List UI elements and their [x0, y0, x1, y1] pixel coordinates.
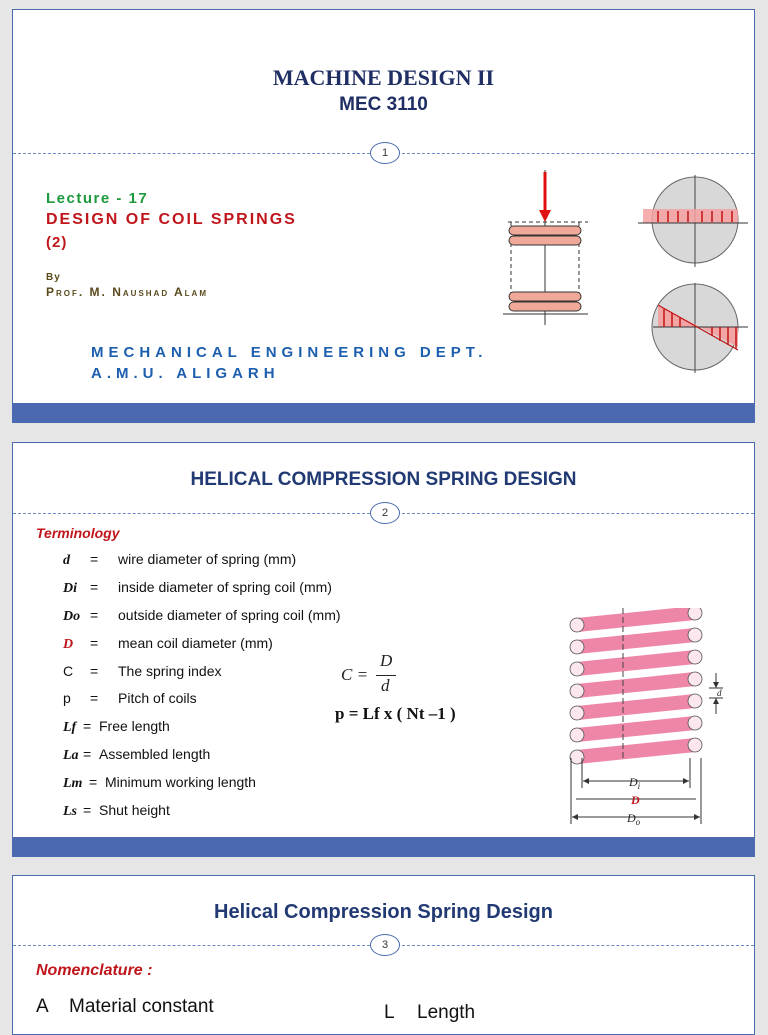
formula-denominator: d [381, 676, 390, 695]
term-symbol: Do [63, 609, 81, 624]
formula-lhs: C = [341, 665, 369, 684]
term-description: Assembled length [99, 746, 211, 762]
coil-turn [577, 723, 695, 735]
coil-wire-section [570, 728, 584, 742]
slide-2 [12, 442, 755, 857]
slide-title: HELICAL COMPRESSION SPRING DESIGN [190, 469, 577, 490]
term-symbol: Lf [63, 720, 77, 735]
coil-wire-section [688, 672, 702, 686]
term-equals: = [90, 579, 99, 595]
term-symbol: d [63, 553, 70, 568]
department: MECHANICAL ENGINEERING DEPT. [91, 344, 488, 361]
coil-spring-illustration [503, 170, 593, 330]
coil-turn [577, 679, 695, 691]
term-symbol: Ls [63, 804, 77, 819]
coil-turn [577, 701, 695, 713]
section-heading: Terminology [36, 525, 120, 541]
coil-wire-section [570, 618, 584, 632]
term-description: wire diameter of spring (mm) [118, 551, 297, 567]
page-number: 3 [370, 934, 400, 956]
term-description: mean coil diameter (mm) [118, 635, 273, 651]
term-row [63, 635, 273, 655]
term-row [63, 579, 332, 599]
nomenclature-symbol: A [36, 996, 49, 1017]
term-description: Shut height [99, 802, 170, 818]
term-row [63, 802, 170, 822]
university: A.M.U. ALIGARH [91, 365, 280, 382]
term-row [63, 690, 197, 710]
term-equals: = [90, 635, 99, 651]
term-symbol: Di [63, 581, 77, 596]
nomenclature-description: Material constant [69, 996, 214, 1017]
term-row [63, 746, 210, 766]
coil-wire-section [688, 628, 702, 642]
coil-wire-section [570, 662, 584, 676]
page-number: 1 [370, 142, 400, 164]
coil-turn [577, 745, 695, 757]
term-symbol: p [63, 690, 71, 706]
term-equals: = [90, 690, 99, 706]
term-equals: = [90, 607, 99, 623]
slide-1 [12, 9, 755, 423]
coil-wire-section [570, 684, 584, 698]
term-symbol: La [63, 748, 79, 763]
term-description: The spring index [118, 663, 222, 679]
term-symbol: C [63, 663, 74, 679]
slide-title: Helical Compression Spring Design [214, 901, 553, 923]
term-row [63, 551, 296, 571]
term-description: Minimum working length [105, 774, 256, 790]
outer-diameter-label: $D_o$ [627, 811, 641, 827]
nomenclature-symbol: L [384, 1002, 395, 1023]
coil-wire-section [688, 694, 702, 708]
coil-wire-section [688, 650, 702, 664]
footer-bar [13, 837, 754, 856]
term-row [63, 607, 341, 627]
nomenclature-description: Length [417, 1002, 476, 1023]
coil-turn [577, 657, 695, 669]
term-description: Pitch of coils [118, 690, 197, 706]
mean-diameter-label: D [631, 793, 640, 807]
pitch-formula: p = Lf x ( Nt –1 ) [335, 704, 456, 723]
term-equals: = [90, 551, 99, 567]
term-description: outside diameter of spring coil (mm) [118, 607, 341, 623]
lecture-part: (2) [46, 234, 68, 251]
page-number: 2 [370, 502, 400, 524]
spring-cross-section-diagram [551, 608, 731, 828]
course-title: MACHINE DESIGN II [272, 65, 495, 90]
coil-wire-section [688, 716, 702, 730]
wire-diameter-label: d [717, 688, 722, 698]
term-row [63, 663, 222, 683]
course-code: MEC 3110 [339, 94, 428, 115]
term-symbol: D [63, 637, 74, 652]
section-heading: Nomenclature : [36, 962, 153, 979]
coil-turn [577, 635, 695, 647]
slide-3 [12, 875, 755, 1035]
author-name: Prof. M. Naushad Alam [46, 285, 208, 299]
stress-distribution-illustration [638, 175, 748, 375]
term-description: inside diameter of spring coil (mm) [118, 579, 332, 595]
lecture-number: Lecture - 17 [46, 190, 149, 207]
term-symbol: Lm [63, 776, 83, 791]
term-equals: = [83, 718, 92, 734]
formula-numerator: D [380, 651, 393, 670]
by-label: By [46, 272, 61, 283]
term-row [63, 718, 170, 738]
term-description: Free length [99, 718, 170, 734]
term-equals: = [90, 663, 99, 679]
coil-turn [577, 613, 695, 625]
term-equals: = [89, 774, 98, 790]
coil-wire-section [688, 608, 702, 620]
inner-diameter-label: $D_i$ [629, 775, 641, 791]
term-equals: = [83, 802, 92, 818]
term-equals: = [83, 746, 92, 762]
coil-wire-section [688, 738, 702, 752]
coil-wire-section [570, 706, 584, 720]
nomenclature-item [384, 1002, 475, 1024]
term-row [63, 774, 256, 794]
nomenclature-item [36, 996, 214, 1018]
coil-wire-section [570, 640, 584, 654]
footer-bar [13, 403, 754, 422]
lecture-topic: DESIGN OF COIL SPRINGS [46, 211, 297, 228]
